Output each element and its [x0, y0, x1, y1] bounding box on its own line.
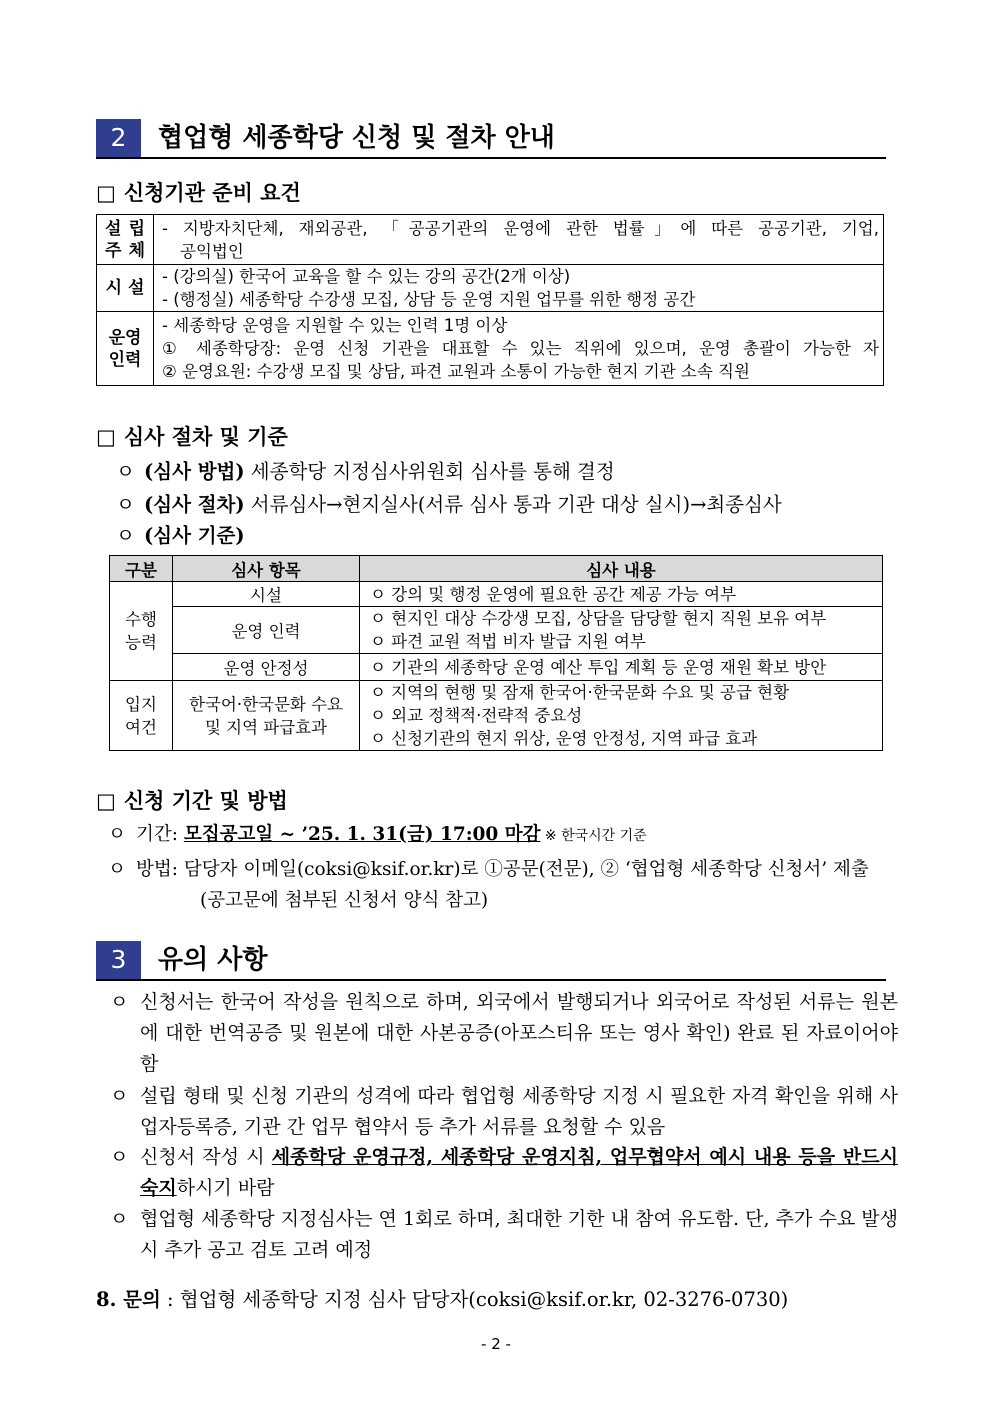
note-item: ㅇ 협업형 세종학당 지정심사는 연 1회로 하며, 최대한 기한 내 참여 유도함. 단, 추가 수요 발생 시 추가 공고 검토 고려 예정	[110, 1204, 898, 1266]
apply-period: ㅇ 기간: 모집공고일 ~ ’25. 1. 31(금) 17:00 마감 ※ 한국시간 기준	[108, 820, 647, 846]
table-row	[97, 215, 884, 265]
apply-method: ㅇ 방법: 담당자 이메일(coksi@ksif.or.kr)로 ①공문(전문), ② ‘협업형 세종학당 신청서’ 제출	[108, 855, 869, 881]
contact-info: 8. 문의 : 협업형 세종학당 지정 심사 담당자(coksi@ksif.or.kr, 02-3276-0730)	[96, 1288, 789, 1311]
bullet-icon: ㅇ	[116, 460, 135, 483]
criteria-content: ㅇ 지역의 현행 및 잠재 한국어·한국문화 수요 및 공급 현황 ㅇ 외교 정책적·전략적 중요성 ㅇ 신청기관의 현지 위상, 운영 안정성, 지역 파급 효과	[360, 681, 883, 751]
criteria-table	[109, 555, 883, 751]
row-content: - 세종학당 운영을 지원할 수 있는 인력 1명 이상 ① 세종학당장: 운영 신청 기관을 대표할 수 있는 직위에 있으며, 운영 총괄이 가능한 자 ② 운영요원: 수강생 모집 및 상담, 파견 교원과 소통이 가능한 현지 기관 소속 직원	[154, 312, 884, 386]
review-method: ㅇ (심사 방법) 세종학당 지정심사위원회 심사를 통해 결정	[116, 456, 615, 484]
bullet-icon: ㅇ	[110, 1085, 129, 1107]
row-content: - (강의실) 한국어 교육을 할 수 있는 강의 공간(2개 이상) - (행정실) 세종학당 수강생 모집, 상담 등 운영 지원 업무를 위한 행정 공간	[154, 265, 884, 312]
row-label: 운영 인력	[97, 312, 154, 386]
criteria-content: ㅇ 기관의 세종학당 운영 예산 투입 계획 등 운영 재원 확보 방안	[360, 654, 883, 681]
deadline: 모집공고일 ~ ’25. 1. 31(금) 17:00 마감	[183, 824, 541, 845]
bullet-icon: ㅇ	[110, 991, 129, 1013]
checkbox-square-icon: □	[96, 425, 116, 449]
column-header: 심사 항목	[173, 556, 360, 582]
checkbox-square-icon: □	[96, 181, 116, 205]
section-3-header	[96, 941, 886, 981]
section-2-header	[96, 119, 886, 159]
column-header: 구분	[110, 556, 173, 582]
row-label: 시 설	[97, 265, 154, 312]
table-header-row	[110, 556, 883, 582]
table-row	[110, 607, 883, 654]
bullet-icon: ㅇ	[110, 1208, 129, 1230]
bullet-icon: ㅇ	[108, 824, 126, 845]
criteria-content: ㅇ 현지인 대상 수강생 모집, 상담을 담당할 현지 직원 보유 여부 ㅇ 파견 교원 적법 비자 발급 지원 여부	[360, 607, 883, 654]
review-procedure: ㅇ (심사 절차) 서류심사→현지실사(서류 심사 통과 기관 대상 실시)→최종심사	[116, 489, 782, 517]
bullet-icon: ㅇ	[116, 524, 135, 547]
review-criteria: ㅇ (심사 기준)	[116, 520, 245, 548]
table-row	[110, 582, 883, 607]
row-label: 설 립 주 체	[97, 215, 154, 265]
row-content: - 지방자치단체, 재외공관, 「공공기관의 운영에 관한 법률」에 따른 공공기관, 기업, 공익법인	[154, 215, 884, 265]
criteria-item: 시설	[173, 582, 360, 607]
table-row	[110, 654, 883, 681]
prep-heading: □ 신청기관 준비 요건	[96, 181, 301, 205]
section-number: 3	[96, 941, 141, 979]
criteria-item: 운영 안정성	[173, 654, 360, 681]
apply-method-note: (공고문에 첨부된 신청서 양식 참고)	[200, 890, 489, 911]
group-label: 입지 여건	[110, 681, 173, 751]
table-row	[110, 681, 883, 751]
criteria-item: 운영 인력	[173, 607, 360, 654]
requirements-table	[96, 214, 884, 386]
table-row	[97, 265, 884, 312]
section-title: 협업형 세종학당 신청 및 절차 안내	[158, 123, 555, 153]
note-item: ㅇ 신청서는 한국어 작성을 원칙으로 하며, 외국에서 발행되거나 외국어로 작성된 서류는 원본에 대한 번역공증 및 원본에 대한 사본공증(아포스티유 또는 영사 확인) 완료 된 자료이어야 함	[110, 987, 898, 1080]
checkbox-square-icon: □	[96, 789, 116, 813]
criteria-content: ㅇ 강의 및 행정 운영에 필요한 공간 제공 가능 여부	[360, 582, 883, 607]
table-row	[97, 312, 884, 386]
criteria-item: 한국어·한국문화 수요 및 지역 파급효과	[173, 681, 360, 751]
bullet-icon: ㅇ	[110, 1146, 129, 1168]
bullet-icon: ㅇ	[116, 493, 135, 516]
section-number: 2	[96, 119, 141, 157]
note-item: ㅇ 설립 형태 및 신청 기관의 성격에 따라 협업형 세종학당 지정 시 필요한 자격 확인을 위해 사업자등록증, 기관 간 업무 협약서 등 추가 서류를 요청할 수 있음	[110, 1081, 898, 1143]
review-heading: □ 심사 절차 및 기준	[96, 425, 288, 449]
note-item: ㅇ 신청서 작성 시 세종학당 운영규정, 세종학당 운영지침, 업무협약서 예시 내용 등을 반드시 숙지하시기 바람	[110, 1142, 898, 1204]
column-header: 심사 내용	[360, 556, 883, 582]
group-label: 수행 능력	[110, 582, 173, 681]
page-number: - 2 -	[481, 1335, 511, 1353]
section-title: 유의 사항	[158, 945, 268, 975]
bullet-icon: ㅇ	[108, 859, 126, 880]
apply-heading: □ 신청 기간 및 방법	[96, 789, 288, 813]
